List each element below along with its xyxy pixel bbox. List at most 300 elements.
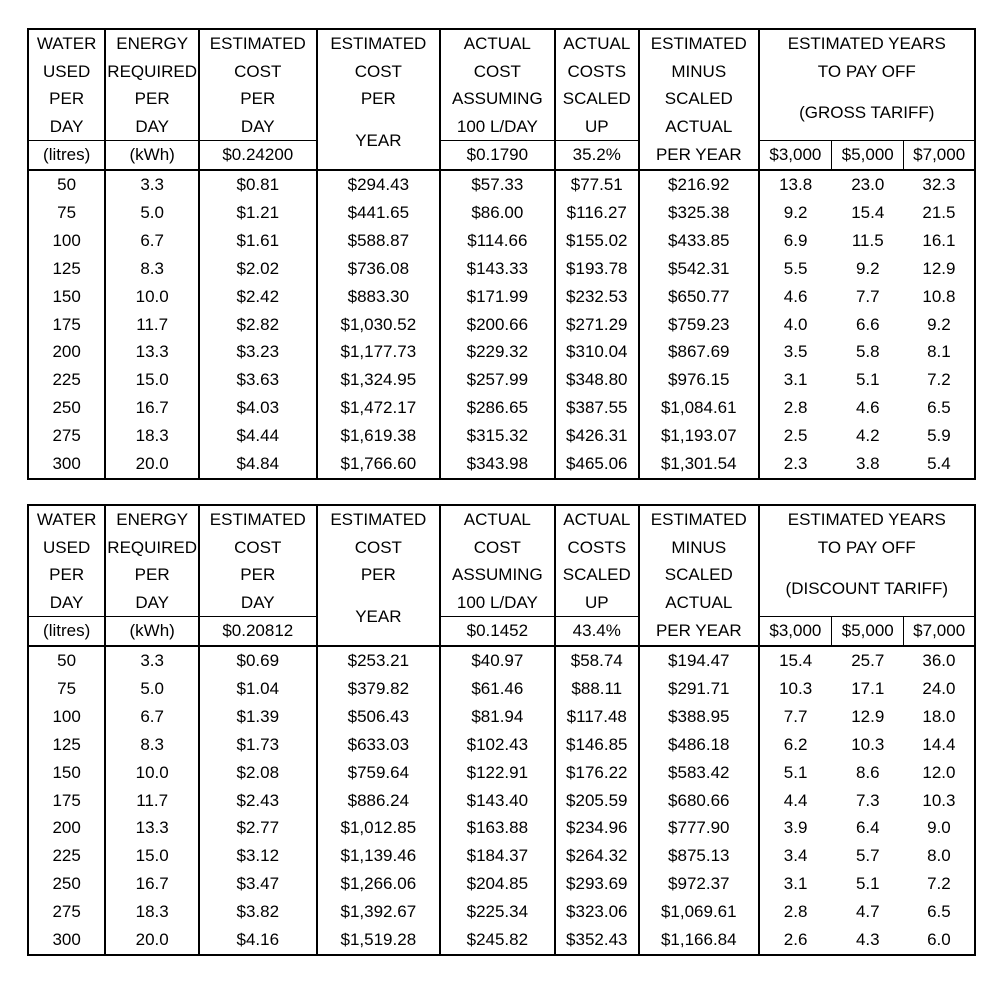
table-cell: 11.5 (851, 230, 884, 250)
table-cell: $171.99 (440, 283, 554, 311)
table-cell: $1,166.84 (639, 926, 759, 955)
table-cell: $388.95 (639, 703, 759, 731)
table-cell: 15.4 (851, 202, 885, 222)
table-row (28, 675, 975, 703)
table-cell: 3.5 (759, 338, 832, 366)
column-header-actual-cost: ACTUAL (440, 29, 554, 58)
scale-percentage: 35.2% (555, 141, 639, 170)
table-cell: 5.1 (855, 370, 880, 390)
table-cell: 50 (28, 646, 105, 675)
table-cell: $229.32 (440, 338, 554, 366)
table-cell: $257.99 (440, 366, 554, 394)
unit-water: (litres) (28, 141, 105, 170)
column-header-est-cost-year: PER (317, 561, 441, 589)
table-cell: 16.7 (105, 870, 199, 898)
table-cell: $976.15 (639, 366, 759, 394)
column-header-actual-cost: COST (440, 58, 554, 86)
table-cell: $867.69 (639, 338, 759, 366)
table-cell: $225.34 (440, 898, 554, 926)
column-header-est-cost-year: PER (317, 85, 441, 113)
table-cell: 9.2 (759, 199, 832, 227)
table-cell: $1,301.54 (639, 450, 759, 479)
table-cell: 4.6 (855, 398, 880, 418)
table-cell: 10.3 (759, 675, 832, 703)
table-row (28, 703, 975, 731)
table-row (28, 199, 975, 227)
unit-water: (litres) (28, 617, 105, 646)
table-cell: $116.27 (555, 199, 639, 227)
column-header-est-cost-day: PER (199, 561, 316, 589)
table-cell: $315.32 (440, 422, 554, 450)
table-cell: $57.33 (440, 170, 554, 199)
table-cell: 5.4 (904, 450, 975, 479)
table-cell: 15.0 (105, 366, 199, 394)
column-header-actual-scaled: COSTS (555, 58, 639, 86)
table-cell: 12.9 (904, 255, 975, 283)
table-cell: 4.3 (832, 926, 904, 955)
column-header-energy: PER (105, 561, 199, 589)
table-cell: 16.1 (904, 227, 975, 255)
table-cell: $441.65 (317, 199, 441, 227)
table-cell: $348.80 (555, 366, 639, 394)
table-cell: 75 (28, 675, 105, 703)
table-cell: $143.40 (440, 787, 554, 815)
table-cell: $0.69 (199, 646, 316, 675)
unit-per-year: PER YEAR (639, 617, 759, 646)
table-cell: $205.59 (555, 787, 639, 815)
table-row (28, 450, 975, 479)
column-header-est-minus: MINUS (639, 58, 759, 86)
payoff-amount-3: $7,000 (904, 617, 975, 646)
table-cell: $1,766.60 (317, 450, 441, 479)
table-cell: $4.03 (199, 394, 316, 422)
table-cell: $1,030.52 (317, 311, 441, 339)
payoff-amount-1: $3,000 (759, 141, 832, 170)
table-cell: $117.48 (555, 703, 639, 731)
table-row (28, 283, 975, 311)
payoff-amount-2: $5,000 (832, 617, 904, 646)
table-cell: $77.51 (555, 170, 639, 199)
table-row (28, 338, 975, 366)
table-cell: $286.65 (440, 394, 554, 422)
table-cell: 75 (28, 199, 105, 227)
table-cell: $216.92 (639, 170, 759, 199)
table-cell: 5.0 (105, 199, 199, 227)
column-header-actual-cost: COST (440, 534, 554, 562)
column-header-actual-cost: ASSUMING (440, 561, 554, 589)
table-cell: 5.5 (759, 255, 832, 283)
table-cell: 6.6 (855, 314, 880, 334)
table-cell: $114.66 (440, 227, 554, 255)
table-cell: $58.74 (555, 646, 639, 675)
table-cell: $234.96 (555, 814, 639, 842)
table-cell: 275 (28, 898, 105, 926)
table-cell: 7.2 (904, 366, 975, 394)
table-cell: 2.5 (759, 422, 832, 450)
table-cell: $176.22 (555, 759, 639, 787)
unit-per-year: PER YEAR (639, 141, 759, 170)
table-cell: $633.03 (317, 731, 441, 759)
column-header-est-cost-year: COST (317, 58, 441, 86)
table-cell: 6.2 (759, 731, 832, 759)
table-cell: 175 (28, 311, 105, 339)
table-cell: 2.8 (759, 394, 832, 422)
table-cell: $1,084.61 (639, 394, 759, 422)
table-row (28, 759, 975, 787)
column-header-actual-cost: 100 L/DAY (440, 589, 554, 617)
table-cell: 12.9 (851, 706, 885, 726)
table-cell: 20.0 (105, 450, 199, 479)
column-header-est-cost-year: YEAR (317, 589, 441, 646)
table-cell: $310.04 (555, 338, 639, 366)
table-cell: 10.8 (904, 283, 975, 311)
table-cell: $1,519.28 (317, 926, 441, 955)
unit-energy: (kWh) (105, 617, 199, 646)
table-row (28, 870, 975, 898)
table-cell: 125 (28, 731, 105, 759)
header-row (28, 561, 975, 589)
table-cell: 6.5 (904, 898, 975, 926)
column-header-est-cost-day: COST (199, 58, 316, 86)
column-header-water: USED (28, 58, 105, 86)
column-header-est-minus: SCALED (639, 561, 759, 589)
table-cell: 12.0 (904, 759, 975, 787)
table-cell: 2.3 (759, 450, 832, 479)
table-cell: 9.2 (904, 311, 975, 339)
table-cell: 6.9 (759, 227, 832, 255)
column-header-water: PER (28, 561, 105, 589)
table-cell: $122.91 (440, 759, 554, 787)
table-cell: $465.06 (555, 450, 639, 479)
table-cell: $2.77 (199, 814, 316, 842)
years-header-subtitle: TO PAY OFF (759, 534, 975, 562)
years-header-title: ESTIMATED YEARS (759, 29, 975, 58)
table-cell: $146.85 (555, 731, 639, 759)
table-cell: $163.88 (440, 814, 554, 842)
scale-percentage: 43.4% (555, 617, 639, 646)
table-cell: 15.4 (759, 646, 832, 675)
column-header-actual-scaled: SCALED (555, 85, 639, 113)
table-cell: $343.98 (440, 450, 554, 479)
payoff-amount-2: $5,000 (832, 141, 904, 170)
table-cell: 6.7 (105, 227, 199, 255)
table-cell: $293.69 (555, 870, 639, 898)
table-cell: 4.4 (759, 787, 832, 815)
table-cell: 5.1 (759, 759, 832, 787)
column-header-est-cost-day: PER (199, 85, 316, 113)
table-cell: 4.6 (759, 283, 832, 311)
table-cell: 50 (28, 170, 105, 199)
table-cell: $264.32 (555, 842, 639, 870)
table-cell: 300 (28, 926, 105, 955)
column-header-actual-scaled: UP (555, 589, 639, 617)
column-header-water: WATER (28, 29, 105, 58)
table-cell: $271.29 (555, 311, 639, 339)
table-cell: 175 (28, 787, 105, 815)
table-cell: 3.3 (105, 646, 199, 675)
table-cell: $759.64 (317, 759, 441, 787)
table-cell: $194.47 (639, 646, 759, 675)
table-cell: 200 (28, 814, 105, 842)
table-cell: $379.82 (317, 675, 441, 703)
table-cell: $1.21 (199, 199, 316, 227)
column-header-est-minus: ESTIMATED (639, 505, 759, 534)
table-cell: 3.9 (759, 814, 832, 842)
table-cell: 3.8 (832, 450, 904, 479)
table-cell: $291.71 (639, 675, 759, 703)
table-cell: 21.5 (904, 199, 975, 227)
table-cell: $777.90 (639, 814, 759, 842)
table-cell: 6.0 (904, 926, 975, 955)
table-cell: $1.04 (199, 675, 316, 703)
table-cell: $200.66 (440, 311, 554, 339)
table-cell: $204.85 (440, 870, 554, 898)
table-cell: 13.3 (105, 338, 199, 366)
table-cell: 5.0 (105, 675, 199, 703)
table-cell: $387.55 (555, 394, 639, 422)
table-cell: $506.43 (317, 703, 441, 731)
column-header-est-minus: ACTUAL (639, 589, 759, 617)
table-cell: $245.82 (440, 926, 554, 955)
column-header-actual-scaled: COSTS (555, 534, 639, 562)
column-header-est-cost-day: DAY (199, 589, 316, 617)
table-cell: 8.3 (105, 731, 199, 759)
table-cell: $86.00 (440, 199, 554, 227)
table-cell: $1.39 (199, 703, 316, 731)
table-cell: 13.3 (105, 814, 199, 842)
table-cell: 24.0 (904, 675, 975, 703)
table-cell: $2.08 (199, 759, 316, 787)
column-header-actual-cost: ACTUAL (440, 505, 554, 534)
table-cell: 250 (28, 870, 105, 898)
column-header-est-minus: SCALED (639, 85, 759, 113)
table-cell: $1,069.61 (639, 898, 759, 926)
column-header-est-cost-year: YEAR (317, 113, 441, 170)
table-row (28, 170, 975, 199)
table-cell: $650.77 (639, 283, 759, 311)
table-cell: 5.1 (855, 874, 880, 894)
column-header-water: DAY (28, 113, 105, 141)
header-row (28, 85, 975, 113)
table-cell: 13.8 (759, 170, 832, 199)
table-cell: $61.46 (440, 675, 554, 703)
column-header-water: DAY (28, 589, 105, 617)
column-header-water: PER (28, 85, 105, 113)
table-row (28, 311, 975, 339)
table-cell: $232.53 (555, 283, 639, 311)
table-cell: $4.84 (199, 450, 316, 479)
table-cell: 125 (28, 255, 105, 283)
payoff-amount-1: $3,000 (759, 617, 832, 646)
table-cell: $680.66 (639, 787, 759, 815)
table-cell: $1,266.06 (317, 870, 441, 898)
table-cell: $1.61 (199, 227, 316, 255)
table-cell: 8.0 (904, 842, 975, 870)
table-cell: 4.7 (855, 902, 880, 922)
table-cell: 15.0 (105, 842, 199, 870)
table-cell: 18.3 (105, 422, 199, 450)
unit-row (28, 617, 975, 646)
unit-energy: (kWh) (105, 141, 199, 170)
column-header-energy: REQUIRED (105, 58, 199, 86)
table-cell: 150 (28, 283, 105, 311)
table-cell: $294.43 (317, 170, 441, 199)
table-cell: 17.1 (851, 678, 885, 698)
table-cell: $1,324.95 (317, 366, 441, 394)
table-cell: $323.06 (555, 898, 639, 926)
table-row (28, 731, 975, 759)
table-cell: 250 (28, 394, 105, 422)
rate-actual-cost: $0.1790 (440, 141, 554, 170)
table-cell: $3.23 (199, 338, 316, 366)
table-cell: $3.63 (199, 366, 316, 394)
table-cell: 2.6 (759, 926, 832, 955)
table-row (28, 422, 975, 450)
table-cell: 6.4 (855, 818, 880, 838)
table-cell: 14.4 (904, 731, 975, 759)
header-row (28, 534, 975, 562)
table-cell: $426.31 (555, 422, 639, 450)
table-row (28, 394, 975, 422)
column-header-est-cost-day: COST (199, 534, 316, 562)
header-row (28, 505, 975, 534)
rate-cost-per-kwh: $0.20812 (199, 617, 316, 646)
table-cell: $352.43 (555, 926, 639, 955)
table-row (28, 646, 975, 675)
table-cell: 25.7 (851, 650, 885, 670)
column-header-est-cost-year: COST (317, 534, 441, 562)
table-cell: $588.87 (317, 227, 441, 255)
table-row (28, 366, 975, 394)
column-header-est-cost-year: ESTIMATED (317, 29, 441, 58)
header-row (28, 58, 975, 86)
table-cell: 3.4 (759, 842, 832, 870)
table-cell: 3.1 (759, 366, 832, 394)
column-header-water: WATER (28, 505, 105, 534)
table-cell: 16.7 (105, 394, 199, 422)
table-cell: 9.0 (904, 814, 975, 842)
table-cell: $4.16 (199, 926, 316, 955)
discount-tariff-table (27, 504, 976, 956)
table-row (28, 814, 975, 842)
table-cell: 20.0 (105, 926, 199, 955)
column-header-energy: PER (105, 85, 199, 113)
table-cell: 100 (28, 227, 105, 255)
table-cell: $325.38 (639, 199, 759, 227)
table-row (28, 842, 975, 870)
table-cell: 32.3 (904, 170, 975, 199)
table-cell: 6.7 (105, 703, 199, 731)
table-cell: $1,193.07 (639, 422, 759, 450)
table-cell: 18.3 (105, 898, 199, 926)
column-header-est-cost-day: ESTIMATED (199, 505, 316, 534)
table-cell: 4.0 (759, 311, 832, 339)
table-cell: 6.5 (904, 394, 975, 422)
column-header-energy: ENERGY (105, 29, 199, 58)
table-cell: $3.82 (199, 898, 316, 926)
table-cell: $102.43 (440, 731, 554, 759)
column-header-actual-scaled: ACTUAL (555, 505, 639, 534)
table-cell: 8.1 (904, 338, 975, 366)
table-cell: $883.30 (317, 283, 441, 311)
table-cell: 5.9 (904, 422, 975, 450)
table-cell: 9.2 (855, 258, 880, 278)
table-cell: 23.0 (851, 174, 885, 194)
table-cell: $184.37 (440, 842, 554, 870)
table-row (28, 926, 975, 955)
table-cell: $1,012.85 (317, 814, 441, 842)
column-header-actual-scaled: ACTUAL (555, 29, 639, 58)
table-cell: $2.43 (199, 787, 316, 815)
table-cell: 8.6 (855, 762, 880, 782)
table-cell: 275 (28, 422, 105, 450)
table-cell: 7.7 (855, 286, 880, 306)
column-header-water: USED (28, 534, 105, 562)
table-cell: $1,392.67 (317, 898, 441, 926)
column-header-est-cost-year: ESTIMATED (317, 505, 441, 534)
column-header-est-minus: MINUS (639, 534, 759, 562)
table-cell: $88.11 (555, 675, 639, 703)
table-cell: $2.82 (199, 311, 316, 339)
table-cell: $759.23 (639, 311, 759, 339)
table-cell: $736.08 (317, 255, 441, 283)
payoff-amount-3: $7,000 (904, 141, 975, 170)
rate-cost-per-kwh: $0.24200 (199, 141, 316, 170)
table-cell: $886.24 (317, 787, 441, 815)
table-cell: 7.7 (759, 703, 832, 731)
table-cell: 200 (28, 338, 105, 366)
table-cell: 10.3 (851, 734, 885, 754)
table-cell: 5.8 (855, 342, 880, 362)
years-header-title: ESTIMATED YEARS (759, 505, 975, 534)
table-cell: 100 (28, 703, 105, 731)
table-cell: 8.3 (105, 255, 199, 283)
table-cell: $253.21 (317, 646, 441, 675)
table-cell: $2.02 (199, 255, 316, 283)
tariff-type-label: (GROSS TARIFF) (759, 85, 975, 141)
table-cell: 11.7 (105, 311, 199, 339)
table-cell: 10.0 (105, 759, 199, 787)
column-header-est-cost-day: ESTIMATED (199, 29, 316, 58)
tariff-type-label: (DISCOUNT TARIFF) (759, 561, 975, 617)
column-header-energy: ENERGY (105, 505, 199, 534)
years-header-subtitle: TO PAY OFF (759, 58, 975, 86)
table-cell: 11.7 (105, 787, 199, 815)
table-cell: $1,139.46 (317, 842, 441, 870)
table-cell: $143.33 (440, 255, 554, 283)
table-cell: 7.2 (904, 870, 975, 898)
table-cell: $875.13 (639, 842, 759, 870)
table-row (28, 227, 975, 255)
table-cell: $542.31 (639, 255, 759, 283)
table-cell: $81.94 (440, 703, 554, 731)
table-cell: $40.97 (440, 646, 554, 675)
table-cell: $433.85 (639, 227, 759, 255)
table-cell: $193.78 (555, 255, 639, 283)
table-cell: $1,619.38 (317, 422, 441, 450)
table-cell: $972.37 (639, 870, 759, 898)
table-cell: $3.47 (199, 870, 316, 898)
table-cell: 10.0 (105, 283, 199, 311)
unit-row (28, 141, 975, 170)
table-cell: 2.8 (759, 898, 832, 926)
table-cell: 5.7 (855, 846, 880, 866)
column-header-actual-scaled: UP (555, 113, 639, 141)
table-cell: $486.18 (639, 731, 759, 759)
header-row (28, 29, 975, 58)
table-cell: $3.12 (199, 842, 316, 870)
table-cell: 18.0 (904, 703, 975, 731)
